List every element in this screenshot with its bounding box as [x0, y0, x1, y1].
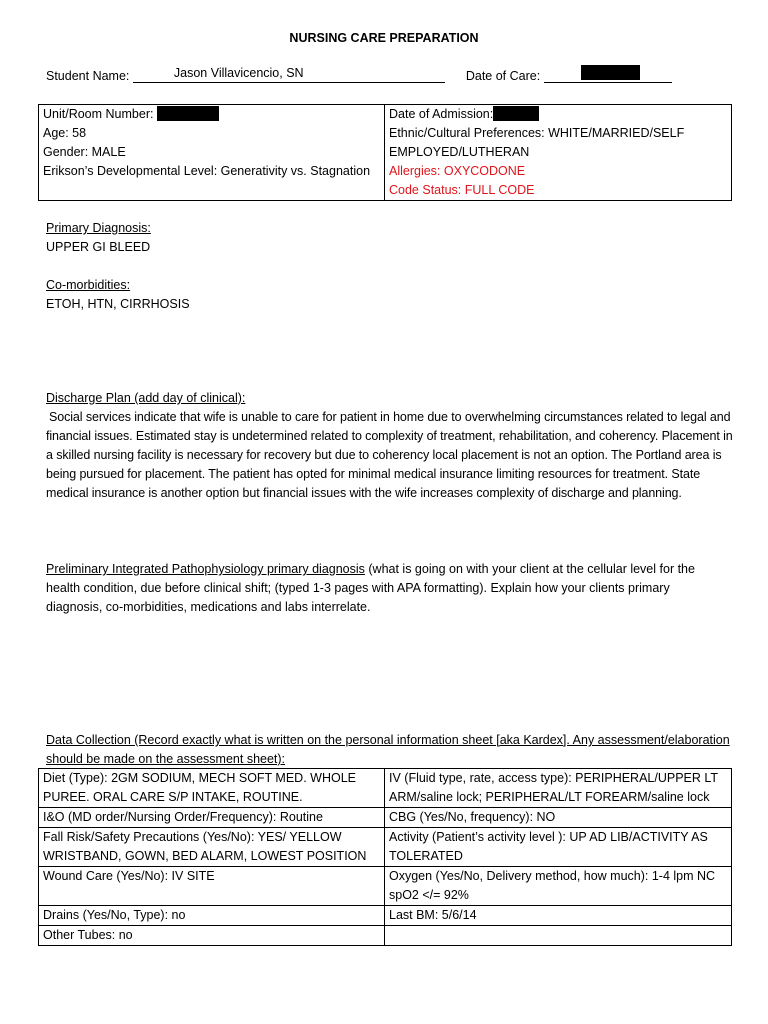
table-row: [39, 769, 732, 808]
code-status: Code Status: FULL CODE: [389, 183, 535, 197]
primary-diagnosis-value: UPPER GI BLEED: [46, 240, 151, 254]
header-line: [46, 67, 746, 86]
page-title: NURSING CARE PREPARATION: [289, 31, 479, 45]
patient-info-left: [39, 105, 385, 201]
student-name-label: Student Name:: [46, 69, 130, 83]
discharge-plan-text: Social services indicate that wife is unable to care for patient in home due to overwhelming circumstances related to legal and financial issues. Estimated stay is undetermined related to complexity of treatment, rehabilitation, and coherency. Placement in a skilled nursing facility is necessary for recovery but due to coherency local placement is not an option. The Portland area is being pursued for placement. The patient has opted for minimal medical insurance limiting resources for treatment. State medical insurance is another option but financial issues with the wife increases complexity of discharge and planning.: [46, 410, 733, 500]
table-row: [39, 867, 732, 906]
allergies: Allergies: OXYCODONE: [389, 164, 526, 178]
patient-info-table: [38, 104, 732, 201]
date-of-care-field: [544, 67, 672, 83]
admission-label: Date of Admission:: [389, 107, 494, 121]
io-cell: I&O (MD order/Nursing Order/Frequency): Routine: [39, 808, 385, 828]
diagnosis-section: [46, 219, 736, 314]
last-bm-cell: Last BM: 5/6/14: [385, 906, 732, 926]
drains-cell: Drains (Yes/No, Type): no: [39, 906, 385, 926]
empty-cell: [385, 926, 732, 946]
date-of-care-label: Date of Care:: [465, 69, 541, 83]
comorbidities-label: Co-morbidities:: [46, 278, 131, 292]
iv-cell: IV (Fluid type, rate, access type): PERIPHERAL/UPPER LT ARM/saline lock; PERIPHERAL/LT FOREARM/saline lock: [385, 769, 732, 808]
age: Age: 58: [43, 126, 87, 140]
table-row: [39, 906, 732, 926]
pathophysiology-section: [46, 560, 726, 617]
discharge-plan-label: Discharge Plan (add day of clinical):: [46, 391, 246, 405]
activity-cell: Activity (Patient’s activity level ): UP AD LIB/ACTIVITY AS TOLERATED: [385, 828, 732, 867]
redacted-admission-date: [493, 106, 539, 121]
data-collection-table: [38, 768, 732, 946]
data-collection-heading: [46, 731, 736, 769]
ethnic-preferences: Ethnic/Cultural Preferences: WHITE/MARRIED/SELF EMPLOYED/LUTHERAN: [389, 126, 685, 159]
primary-diagnosis-label: Primary Diagnosis:: [46, 221, 151, 235]
gender: Gender: MALE: [43, 145, 126, 159]
student-name-value: Jason Villavicencio, SN: [173, 66, 304, 80]
table-row: [39, 926, 732, 946]
redacted-unit-room: [157, 106, 219, 121]
diet-cell: Diet (Type): 2GM SODIUM, MECH SOFT MED. WHOLE PUREE. ORAL CARE S/P INTAKE, ROUTINE.: [39, 769, 385, 808]
cbg-cell: CBG (Yes/No, frequency): NO: [385, 808, 732, 828]
redacted-date-of-care: [581, 65, 640, 80]
table-row: [39, 828, 732, 867]
comorbidities-value: ETOH, HTN, CIRRHOSIS: [46, 297, 190, 311]
table-row: [39, 808, 732, 828]
oxygen-cell: Oxygen (Yes/No, Delivery method, how much): 1-4 lpm NC spO2 </= 92%: [385, 867, 732, 906]
pathophysiology-label: Preliminary Integrated Pathophysiology primary diagnosis: [46, 562, 365, 576]
fall-risk-cell: Fall Risk/Safety Precautions (Yes/No): YES/ YELLOW WRISTBAND, GOWN, BED ALARM, LOWEST POSITION: [39, 828, 385, 867]
patient-info-right: [385, 105, 732, 201]
wound-care-cell: Wound Care (Yes/No): IV SITE: [39, 867, 385, 906]
pathophysiology-text: (what is going on with your client at the cellular level for the health condition, due before clinical shift; (typed 1-3 pages with APA formatting). Explain how your clients primary diagnosis, co-morbidities, medications and labs interrelate.: [46, 562, 695, 614]
erikson-level: Erikson’s Developmental Level: Generativity vs. Stagnation: [43, 164, 371, 178]
data-collection-label: Data Collection (Record exactly what is written on the personal information sheet [aka Kardex]. Any assessment/elaboration should be made on the assessment sheet):: [46, 733, 730, 766]
student-name-field: [133, 67, 445, 83]
other-tubes-cell: Other Tubes: no: [39, 926, 385, 946]
unit-room-label: Unit/Room Number:: [43, 107, 154, 121]
discharge-section: [46, 389, 736, 503]
